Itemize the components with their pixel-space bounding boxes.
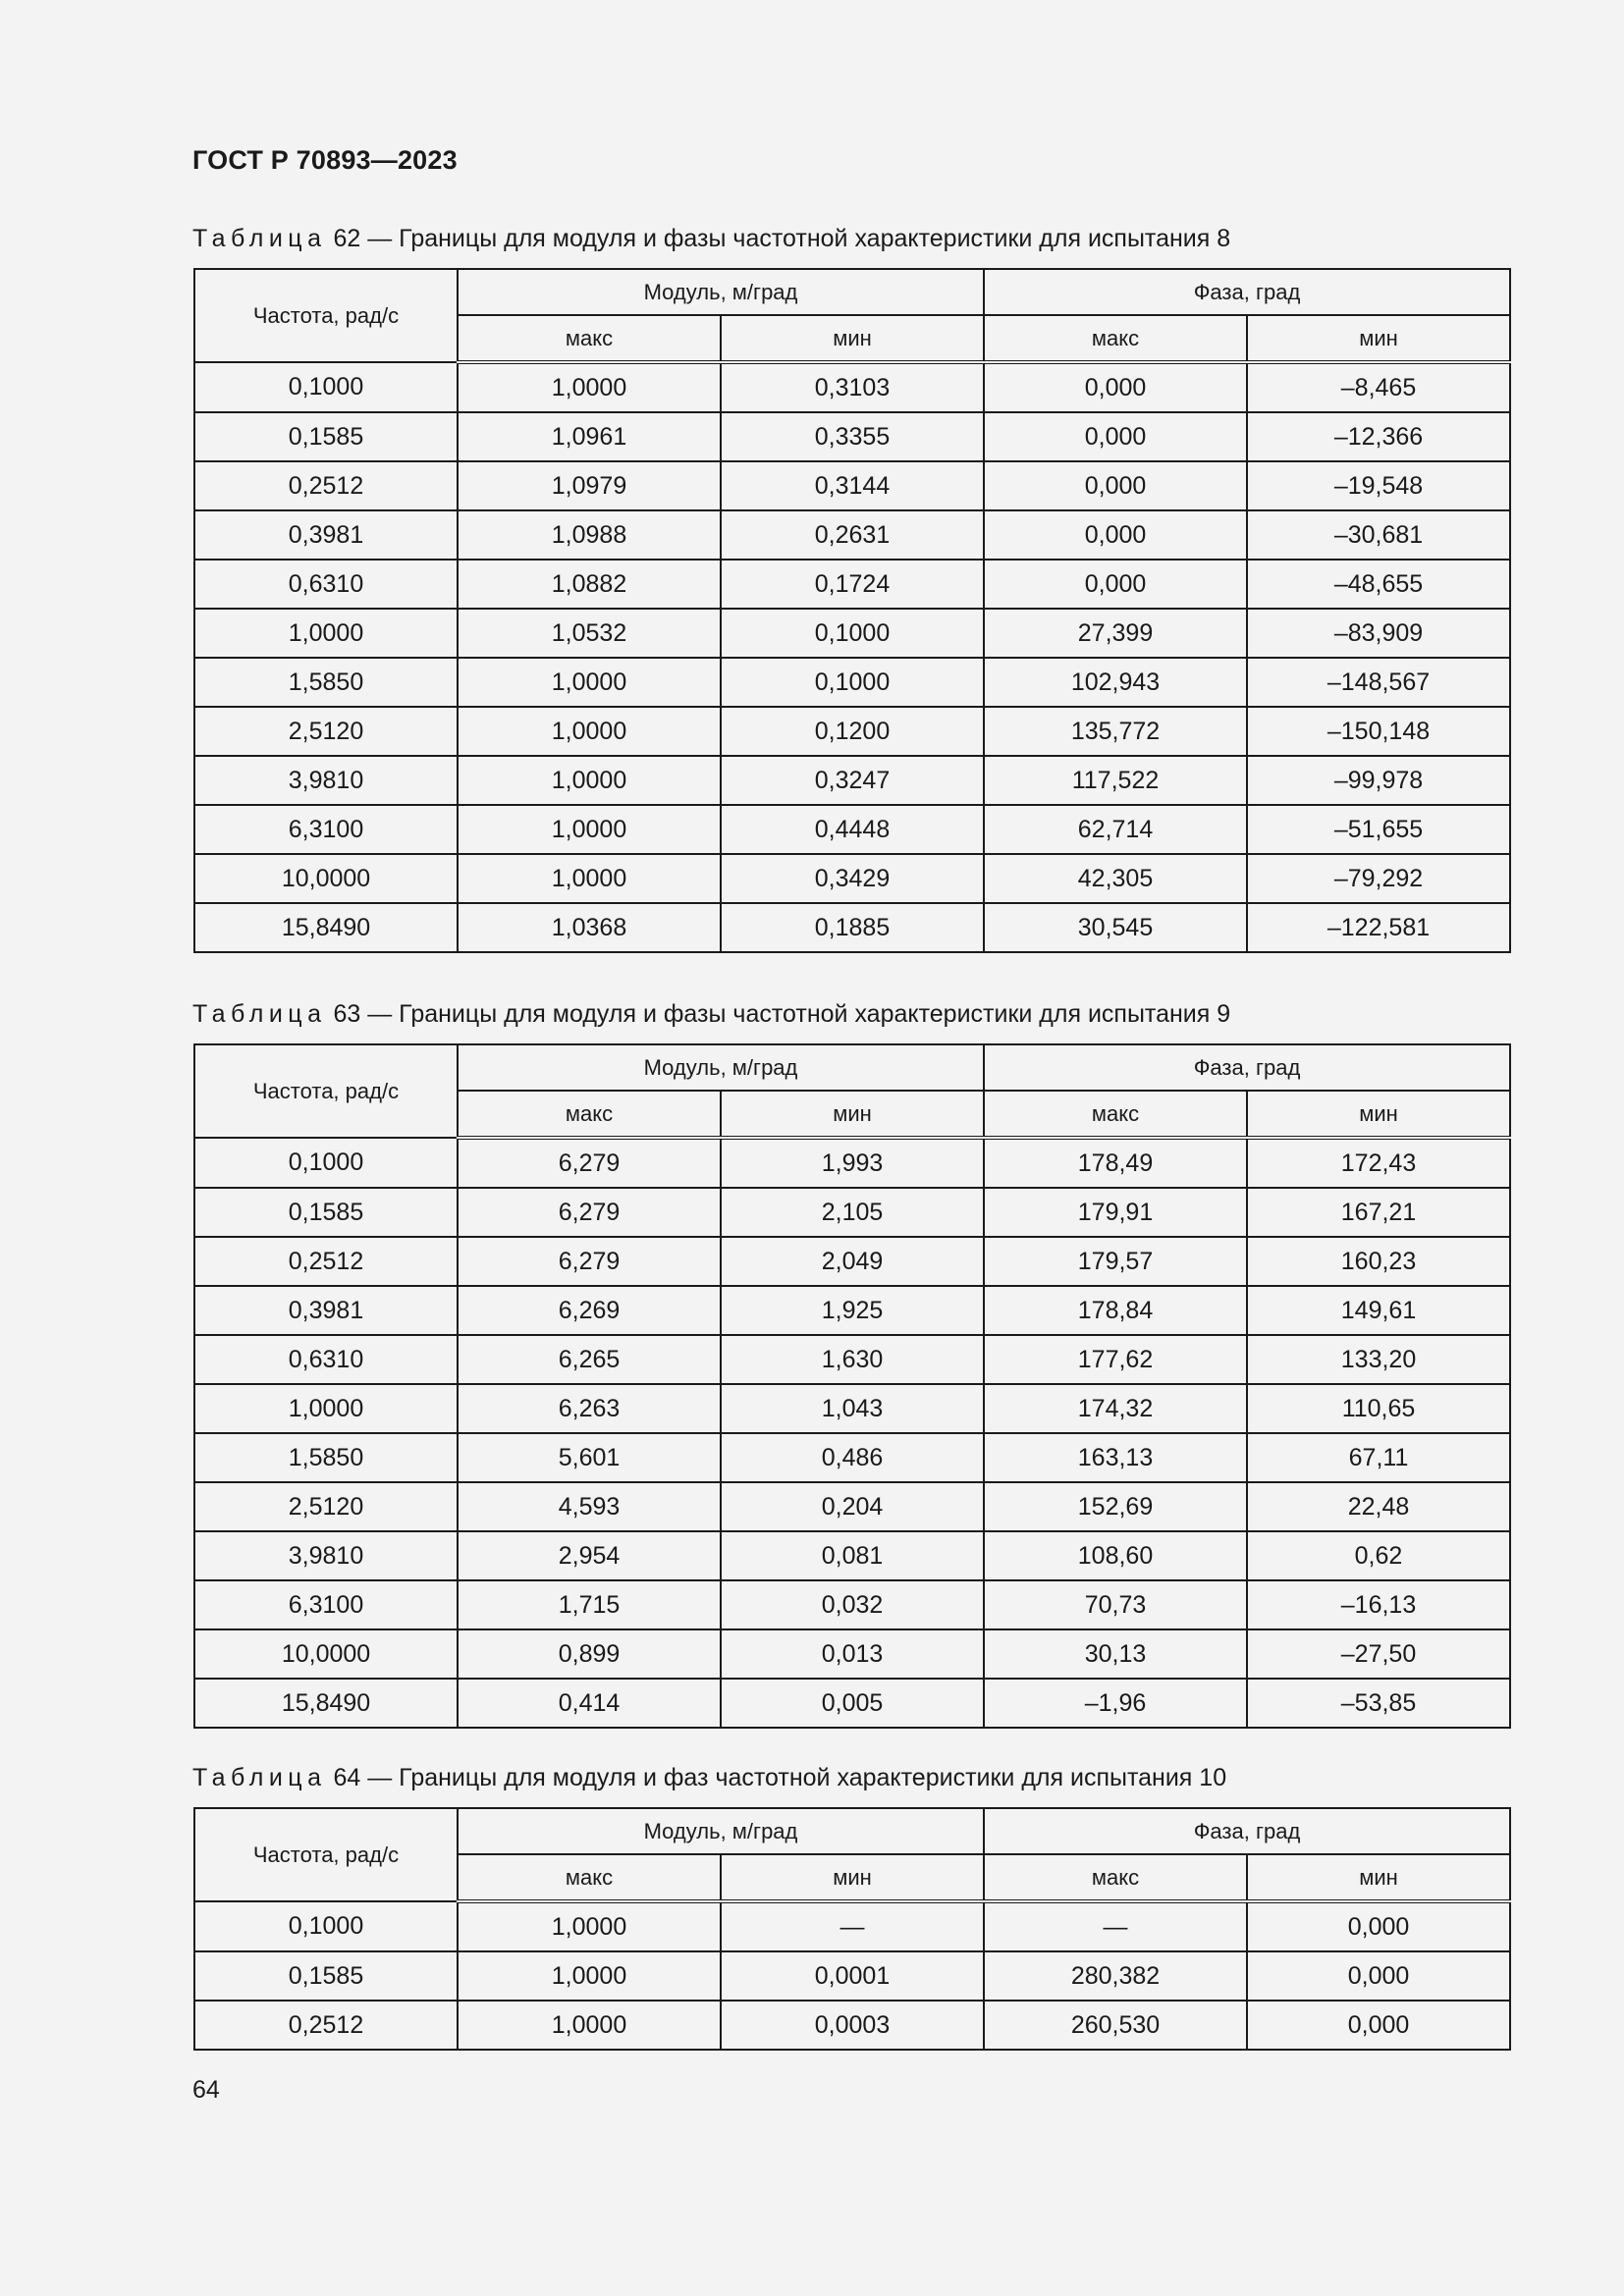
freq-cell: 10,0000 bbox=[194, 1629, 458, 1679]
freq-cell: 6,3100 bbox=[194, 805, 458, 854]
phase-min-cell: –48,655 bbox=[1247, 560, 1510, 609]
modulus-min-cell: 0,1000 bbox=[721, 658, 984, 707]
phase-min-cell: –27,50 bbox=[1247, 1629, 1510, 1679]
modulus-min-cell: 1,925 bbox=[721, 1286, 984, 1335]
table-row bbox=[194, 1335, 1510, 1384]
freq-cell: 3,9810 bbox=[194, 756, 458, 805]
modulus-max-cell: 1,0000 bbox=[458, 658, 721, 707]
phase-max-cell: 177,62 bbox=[984, 1335, 1247, 1384]
table-row bbox=[194, 1901, 1510, 1951]
table-row bbox=[194, 707, 1510, 756]
phase-min-cell: 67,11 bbox=[1247, 1433, 1510, 1482]
freq-cell: 3,9810 bbox=[194, 1531, 458, 1580]
phase-min-cell: 110,65 bbox=[1247, 1384, 1510, 1433]
table-row bbox=[194, 1286, 1510, 1335]
phase-max-cell: 179,91 bbox=[984, 1188, 1247, 1237]
phase-max-cell: 179,57 bbox=[984, 1237, 1247, 1286]
phase-header: Фаза, град bbox=[984, 1044, 1510, 1091]
modulus-header: Модуль, м/град bbox=[458, 1044, 984, 1091]
phase-max-cell: 260,530 bbox=[984, 2001, 1247, 2050]
table-64-caption bbox=[192, 1764, 1226, 1792]
phase-max-cell: 135,772 bbox=[984, 707, 1247, 756]
table-row bbox=[194, 1531, 1510, 1580]
phase-min-cell: 0,62 bbox=[1247, 1531, 1510, 1580]
modulus-max-cell: 1,0882 bbox=[458, 560, 721, 609]
modulus-min-header: мин bbox=[721, 315, 984, 362]
modulus-max-cell: 6,279 bbox=[458, 1237, 721, 1286]
modulus-min-cell: 0,081 bbox=[721, 1531, 984, 1580]
modulus-min-cell: 0,1885 bbox=[721, 903, 984, 952]
table-row bbox=[194, 756, 1510, 805]
modulus-min-cell: 0,0003 bbox=[721, 2001, 984, 2050]
modulus-min-cell: 2,049 bbox=[721, 1237, 984, 1286]
table-row bbox=[194, 609, 1510, 658]
phase-max-header: макс bbox=[984, 1091, 1247, 1138]
phase-max-cell: 152,69 bbox=[984, 1482, 1247, 1531]
freq-cell: 0,1000 bbox=[194, 1138, 458, 1188]
phase-min-cell: 0,000 bbox=[1247, 2001, 1510, 2050]
modulus-min-cell: 0,204 bbox=[721, 1482, 984, 1531]
freq-cell: 6,3100 bbox=[194, 1580, 458, 1629]
phase-min-cell: –51,655 bbox=[1247, 805, 1510, 854]
phase-min-cell: 149,61 bbox=[1247, 1286, 1510, 1335]
phase-min-cell: –122,581 bbox=[1247, 903, 1510, 952]
phase-max-cell: 0,000 bbox=[984, 461, 1247, 510]
phase-max-cell: 0,000 bbox=[984, 560, 1247, 609]
phase-min-cell: 160,23 bbox=[1247, 1237, 1510, 1286]
phase-min-cell: –83,909 bbox=[1247, 609, 1510, 658]
phase-min-cell: –8,465 bbox=[1247, 362, 1510, 412]
phase-max-cell: 174,32 bbox=[984, 1384, 1247, 1433]
table-64-caption-word: Таблица bbox=[192, 1764, 327, 1791]
table-row bbox=[194, 658, 1510, 707]
phase-min-cell: 22,48 bbox=[1247, 1482, 1510, 1531]
freq-cell: 0,1585 bbox=[194, 1951, 458, 2001]
phase-max-cell: 108,60 bbox=[984, 1531, 1247, 1580]
phase-min-cell: 0,000 bbox=[1247, 1951, 1510, 2001]
modulus-max-cell: 1,0000 bbox=[458, 362, 721, 412]
freq-cell: 1,0000 bbox=[194, 1384, 458, 1433]
freq-cell: 0,2512 bbox=[194, 2001, 458, 2050]
freq-cell: 0,1585 bbox=[194, 1188, 458, 1237]
modulus-min-header: мин bbox=[721, 1854, 984, 1901]
modulus-min-cell: — bbox=[721, 1901, 984, 1951]
table-row bbox=[194, 903, 1510, 952]
phase-max-cell: 30,545 bbox=[984, 903, 1247, 952]
modulus-min-cell: 0,032 bbox=[721, 1580, 984, 1629]
phase-max-cell: 163,13 bbox=[984, 1433, 1247, 1482]
freq-cell: 2,5120 bbox=[194, 707, 458, 756]
modulus-max-cell: 1,0000 bbox=[458, 854, 721, 903]
phase-max-cell: 30,13 bbox=[984, 1629, 1247, 1679]
modulus-max-cell: 1,0000 bbox=[458, 2001, 721, 2050]
phase-max-cell: 0,000 bbox=[984, 412, 1247, 461]
phase-min-cell: –79,292 bbox=[1247, 854, 1510, 903]
phase-min-header: мин bbox=[1247, 315, 1510, 362]
phase-max-cell: –1,96 bbox=[984, 1679, 1247, 1728]
modulus-min-header: мин bbox=[721, 1091, 984, 1138]
modulus-max-cell: 1,0000 bbox=[458, 756, 721, 805]
modulus-max-cell: 1,0988 bbox=[458, 510, 721, 560]
modulus-min-cell: 0,4448 bbox=[721, 805, 984, 854]
freq-cell: 0,6310 bbox=[194, 560, 458, 609]
table-row bbox=[194, 362, 1510, 412]
modulus-max-cell: 2,954 bbox=[458, 1531, 721, 1580]
table-64-caption-text: 64 — Границы для модуля и фаз частотной характеристики для испытания 10 bbox=[333, 1764, 1227, 1791]
modulus-max-cell: 0,899 bbox=[458, 1629, 721, 1679]
freq-cell: 0,1000 bbox=[194, 362, 458, 412]
phase-max-cell: 117,522 bbox=[984, 756, 1247, 805]
modulus-max-cell: 1,0532 bbox=[458, 609, 721, 658]
table-62-caption bbox=[192, 225, 1230, 253]
table-row bbox=[194, 461, 1510, 510]
freq-header: Частота, рад/с bbox=[194, 1044, 458, 1138]
modulus-max-header: макс bbox=[458, 315, 721, 362]
modulus-header: Модуль, м/град bbox=[458, 269, 984, 315]
modulus-max-cell: 1,0000 bbox=[458, 707, 721, 756]
table-62-caption-text: 62 — Границы для модуля и фазы частотной характеристики для испытания 8 bbox=[333, 225, 1231, 252]
table-63-caption-word: Таблица bbox=[192, 1000, 327, 1028]
phase-min-cell: 172,43 bbox=[1247, 1138, 1510, 1188]
modulus-max-cell: 4,593 bbox=[458, 1482, 721, 1531]
modulus-max-cell: 6,279 bbox=[458, 1138, 721, 1188]
modulus-max-cell: 0,414 bbox=[458, 1679, 721, 1728]
freq-cell: 1,0000 bbox=[194, 609, 458, 658]
freq-cell: 0,3981 bbox=[194, 1286, 458, 1335]
modulus-min-cell: 1,630 bbox=[721, 1335, 984, 1384]
table-row bbox=[194, 1951, 1510, 2001]
freq-cell: 0,1000 bbox=[194, 1901, 458, 1951]
phase-max-cell: 62,714 bbox=[984, 805, 1247, 854]
table-63 bbox=[193, 1043, 1511, 1729]
modulus-max-cell: 1,0000 bbox=[458, 1901, 721, 1951]
phase-min-cell: 167,21 bbox=[1247, 1188, 1510, 1237]
phase-min-header: мин bbox=[1247, 1854, 1510, 1901]
modulus-min-cell: 1,043 bbox=[721, 1384, 984, 1433]
modulus-min-cell: 0,3355 bbox=[721, 412, 984, 461]
modulus-max-cell: 1,0368 bbox=[458, 903, 721, 952]
freq-cell: 0,2512 bbox=[194, 1237, 458, 1286]
freq-cell: 0,2512 bbox=[194, 461, 458, 510]
phase-min-header: мин bbox=[1247, 1091, 1510, 1138]
freq-header: Частота, рад/с bbox=[194, 1808, 458, 1901]
modulus-max-cell: 6,265 bbox=[458, 1335, 721, 1384]
modulus-min-cell: 0,3429 bbox=[721, 854, 984, 903]
phase-min-cell: –150,148 bbox=[1247, 707, 1510, 756]
phase-header: Фаза, град bbox=[984, 269, 1510, 315]
phase-max-cell: 27,399 bbox=[984, 609, 1247, 658]
phase-min-cell: –16,13 bbox=[1247, 1580, 1510, 1629]
phase-max-cell: 178,84 bbox=[984, 1286, 1247, 1335]
modulus-min-cell: 0,0001 bbox=[721, 1951, 984, 2001]
phase-min-cell: –99,978 bbox=[1247, 756, 1510, 805]
phase-max-header: макс bbox=[984, 1854, 1247, 1901]
table-64-header-row bbox=[194, 1808, 1510, 1854]
table-64 bbox=[193, 1807, 1511, 2051]
table-row bbox=[194, 1188, 1510, 1237]
phase-max-cell: 70,73 bbox=[984, 1580, 1247, 1629]
table-row bbox=[194, 560, 1510, 609]
phase-min-cell: 0,000 bbox=[1247, 1901, 1510, 1951]
table-row bbox=[194, 1580, 1510, 1629]
modulus-max-cell: 6,263 bbox=[458, 1384, 721, 1433]
modulus-min-cell: 0,005 bbox=[721, 1679, 984, 1728]
phase-max-header: макс bbox=[984, 315, 1247, 362]
document-header: ГОСТ Р 70893—2023 bbox=[192, 145, 458, 175]
freq-cell: 1,5850 bbox=[194, 1433, 458, 1482]
modulus-max-header: макс bbox=[458, 1854, 721, 1901]
modulus-max-header: макс bbox=[458, 1091, 721, 1138]
freq-cell: 15,8490 bbox=[194, 1679, 458, 1728]
table-62-caption-word: Таблица bbox=[192, 225, 327, 252]
table-row bbox=[194, 1629, 1510, 1679]
modulus-max-cell: 1,715 bbox=[458, 1580, 721, 1629]
table-row bbox=[194, 1237, 1510, 1286]
modulus-min-cell: 0,3247 bbox=[721, 756, 984, 805]
table-62-header-row bbox=[194, 269, 1510, 315]
modulus-min-cell: 0,013 bbox=[721, 1629, 984, 1679]
phase-min-cell: –30,681 bbox=[1247, 510, 1510, 560]
modulus-max-cell: 6,279 bbox=[458, 1188, 721, 1237]
modulus-min-cell: 0,3144 bbox=[721, 461, 984, 510]
modulus-min-cell: 2,105 bbox=[721, 1188, 984, 1237]
table-row bbox=[194, 412, 1510, 461]
phase-header: Фаза, град bbox=[984, 1808, 1510, 1854]
table-row bbox=[194, 1482, 1510, 1531]
modulus-max-cell: 1,0000 bbox=[458, 805, 721, 854]
modulus-header: Модуль, м/град bbox=[458, 1808, 984, 1854]
table-row bbox=[194, 1138, 1510, 1188]
table-63-caption-text: 63 — Границы для модуля и фазы частотной характеристики для испытания 9 bbox=[333, 1000, 1231, 1028]
modulus-max-cell: 1,0979 bbox=[458, 461, 721, 510]
phase-max-cell: 0,000 bbox=[984, 510, 1247, 560]
modulus-max-cell: 6,269 bbox=[458, 1286, 721, 1335]
modulus-min-cell: 0,486 bbox=[721, 1433, 984, 1482]
modulus-min-cell: 0,1000 bbox=[721, 609, 984, 658]
table-row bbox=[194, 510, 1510, 560]
freq-cell: 10,0000 bbox=[194, 854, 458, 903]
table-62 bbox=[193, 268, 1511, 953]
freq-cell: 1,5850 bbox=[194, 658, 458, 707]
table-row bbox=[194, 1679, 1510, 1728]
phase-max-cell: 280,382 bbox=[984, 1951, 1247, 2001]
phase-min-cell: –53,85 bbox=[1247, 1679, 1510, 1728]
modulus-min-cell: 0,3103 bbox=[721, 362, 984, 412]
table-row bbox=[194, 1384, 1510, 1433]
table-row bbox=[194, 854, 1510, 903]
freq-cell: 0,1585 bbox=[194, 412, 458, 461]
table-row bbox=[194, 2001, 1510, 2050]
phase-min-cell: –148,567 bbox=[1247, 658, 1510, 707]
phase-max-cell: 42,305 bbox=[984, 854, 1247, 903]
freq-cell: 0,3981 bbox=[194, 510, 458, 560]
freq-cell: 2,5120 bbox=[194, 1482, 458, 1531]
table-row bbox=[194, 1433, 1510, 1482]
table-row bbox=[194, 805, 1510, 854]
freq-cell: 0,6310 bbox=[194, 1335, 458, 1384]
table-63-caption bbox=[192, 1000, 1230, 1029]
modulus-min-cell: 0,1200 bbox=[721, 707, 984, 756]
modulus-min-cell: 0,2631 bbox=[721, 510, 984, 560]
phase-min-cell: –12,366 bbox=[1247, 412, 1510, 461]
phase-min-cell: 133,20 bbox=[1247, 1335, 1510, 1384]
phase-min-cell: –19,548 bbox=[1247, 461, 1510, 510]
phase-max-cell: 102,943 bbox=[984, 658, 1247, 707]
phase-max-cell: 0,000 bbox=[984, 362, 1247, 412]
page-number: 64 bbox=[192, 2076, 220, 2104]
modulus-max-cell: 1,0961 bbox=[458, 412, 721, 461]
phase-max-cell: 178,49 bbox=[984, 1138, 1247, 1188]
modulus-max-cell: 1,0000 bbox=[458, 1951, 721, 2001]
modulus-min-cell: 0,1724 bbox=[721, 560, 984, 609]
table-63-header-row bbox=[194, 1044, 1510, 1091]
modulus-min-cell: 1,993 bbox=[721, 1138, 984, 1188]
freq-header: Частота, рад/с bbox=[194, 269, 458, 362]
phase-max-cell: — bbox=[984, 1901, 1247, 1951]
freq-cell: 15,8490 bbox=[194, 903, 458, 952]
modulus-max-cell: 5,601 bbox=[458, 1433, 721, 1482]
